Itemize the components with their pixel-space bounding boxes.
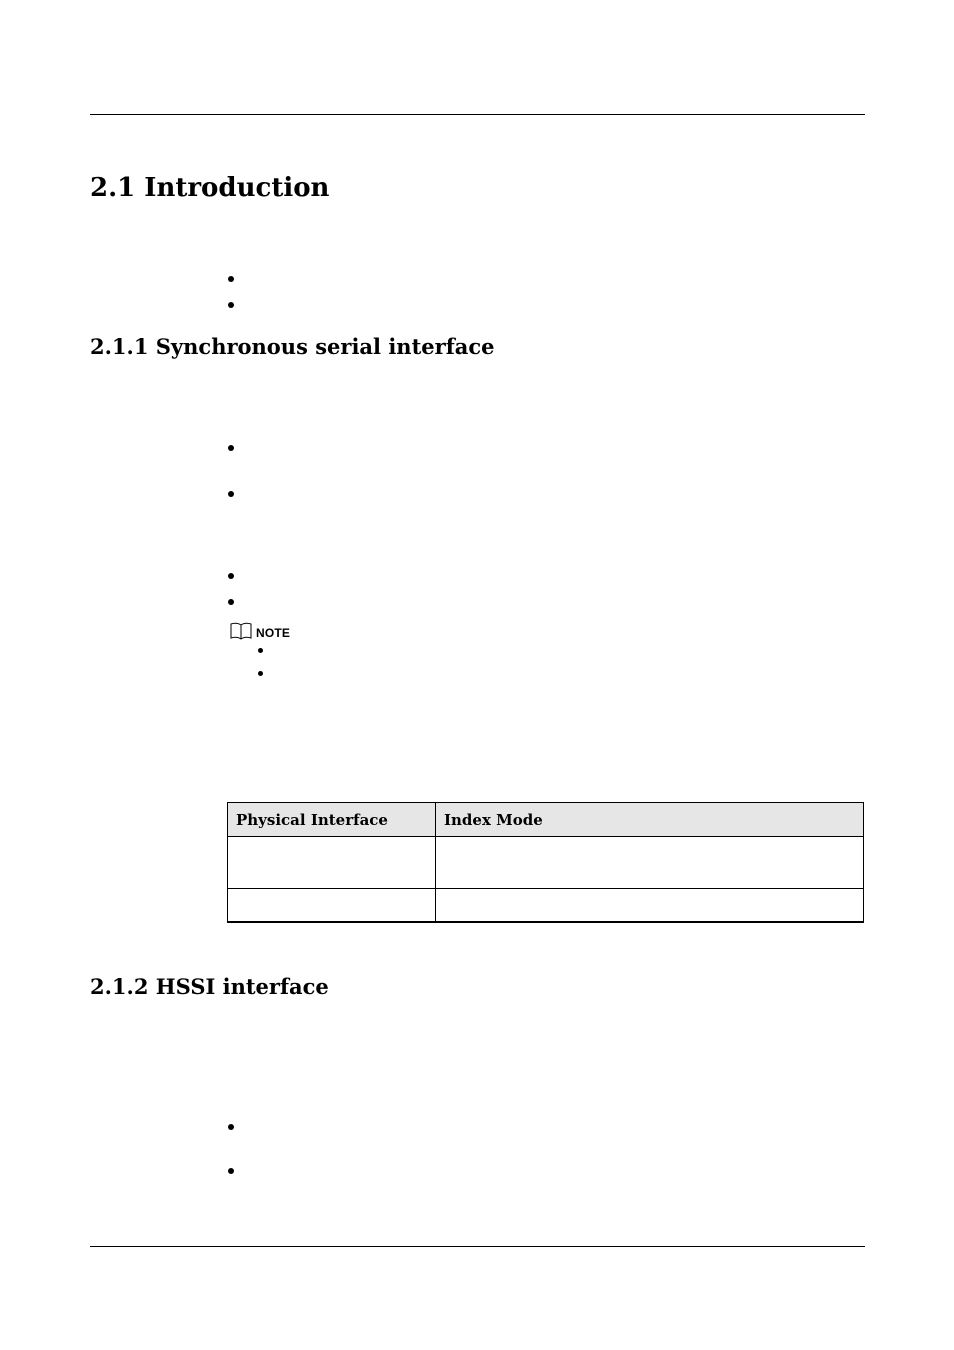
bullet — [228, 302, 234, 308]
subsection-title-hssi: 2.1.2 HSSI interface — [90, 974, 329, 999]
table-cell — [436, 889, 864, 923]
table-row — [228, 837, 864, 889]
bullet — [228, 1124, 234, 1130]
interface-table — [227, 802, 864, 923]
bullet — [228, 491, 234, 497]
table-header-cell: Index Mode — [436, 803, 864, 837]
bullet — [228, 1168, 234, 1174]
header-rule — [90, 114, 865, 115]
table-row — [228, 889, 864, 923]
bullet — [228, 445, 234, 451]
note-callout — [229, 622, 290, 640]
note-bullet — [258, 648, 263, 653]
bullet — [228, 599, 234, 605]
book-icon — [229, 622, 253, 640]
table-cell — [228, 889, 436, 923]
bullet — [228, 573, 234, 579]
table-cell — [228, 837, 436, 889]
section-title: 2.1 Introduction — [90, 173, 330, 203]
note-bullet — [258, 671, 263, 676]
table-header-row — [228, 803, 864, 837]
footer-rule — [90, 1246, 865, 1247]
table-header-cell: Physical Interface — [228, 803, 436, 837]
note-label: NOTE — [256, 626, 291, 640]
bullet — [228, 276, 234, 282]
subsection-title-sync-serial: 2.1.1 Synchronous serial interface — [90, 334, 495, 359]
table-cell — [436, 837, 864, 889]
